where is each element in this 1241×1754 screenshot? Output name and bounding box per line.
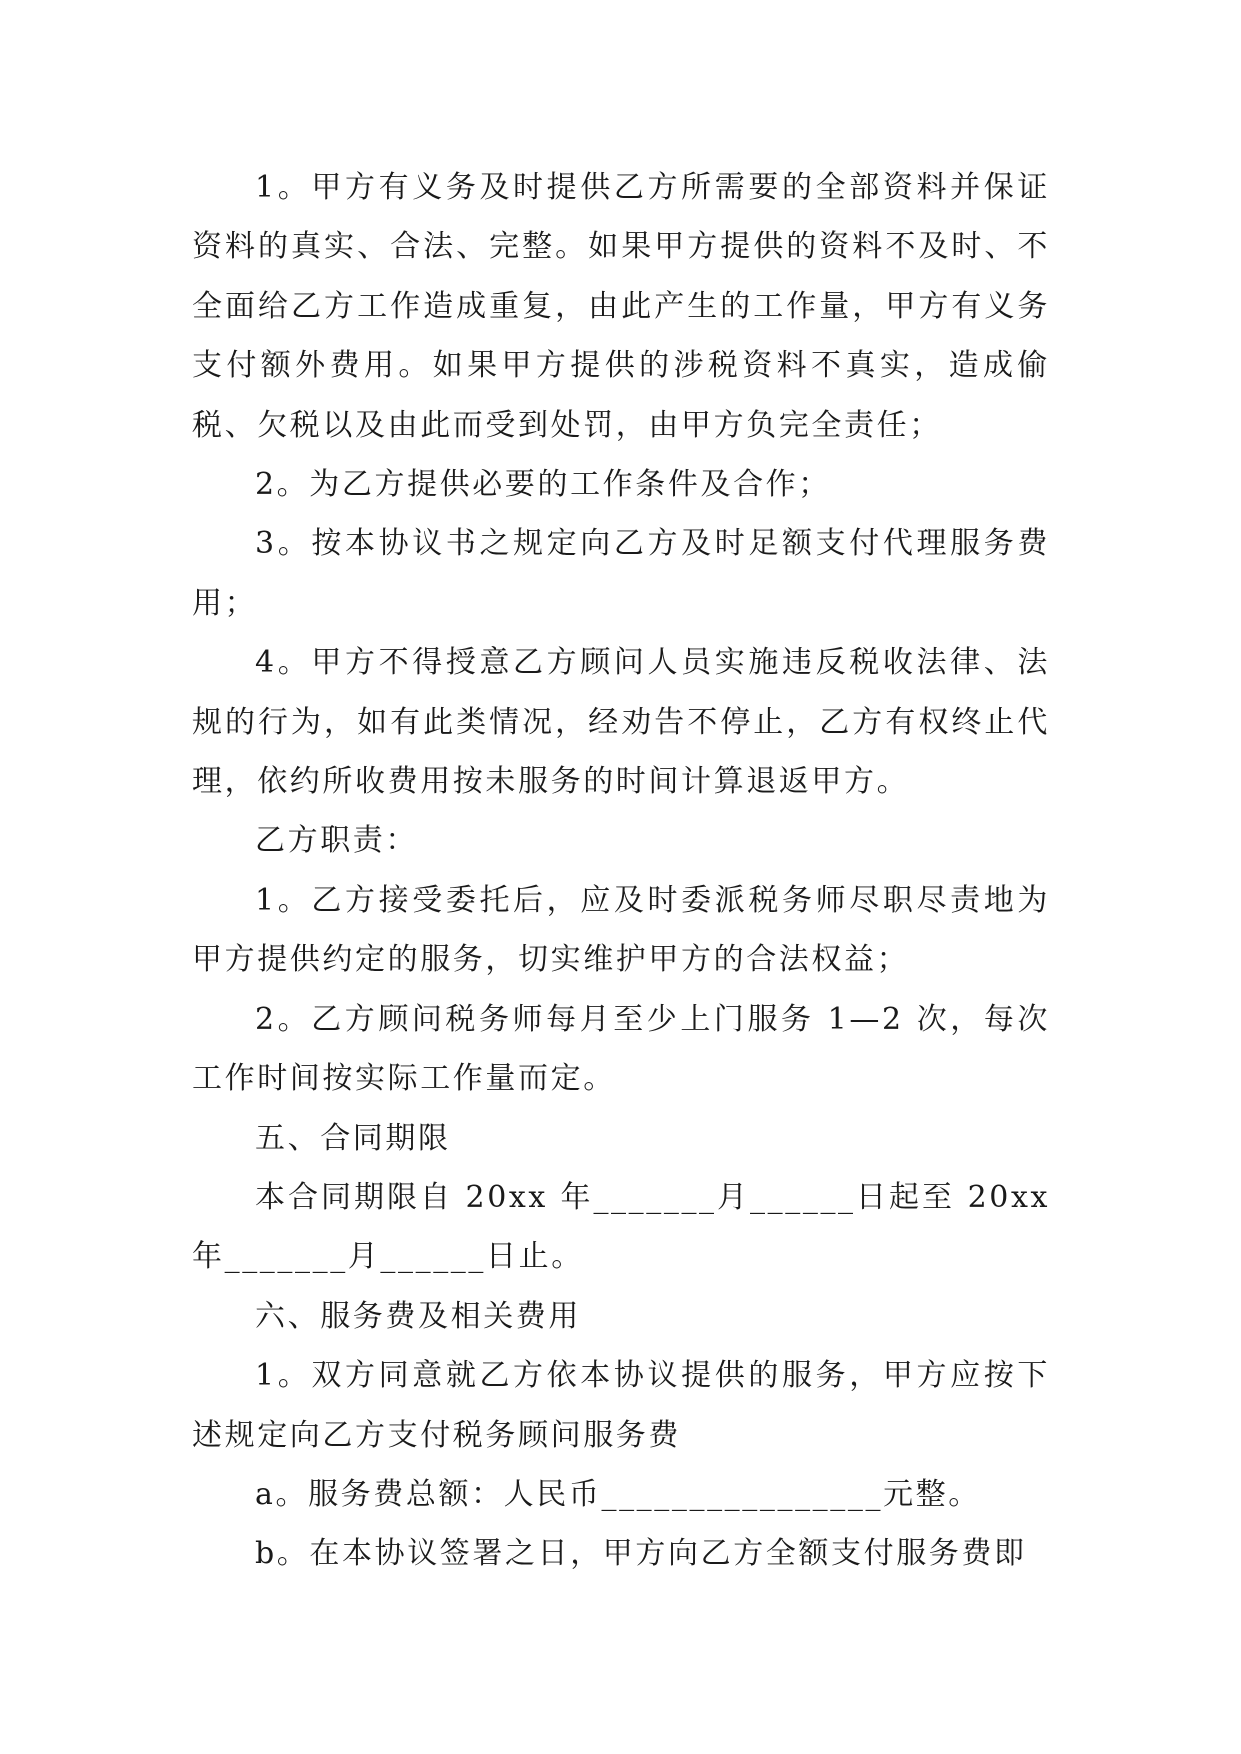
paragraph-party-b-duty-2: 2。乙方顾问税务师每月至少上门服务 1—2 次，每次工作时间按实际工作量而定。	[192, 1001, 1050, 1097]
paragraph-party-a-duty-2: 2。为乙方提供必要的工作条件及合作；	[255, 467, 831, 503]
heading-contract-term: 五、合同期限	[255, 1120, 451, 1156]
paragraph-party-b-duty-1: 1。乙方接受委托后，应及时委派税务师尽职尽责地为甲方提供约定的服务，切实维护甲方的合法权益；	[192, 882, 1050, 978]
paragraph-party-a-duty-1: 1。甲方有义务及时提供乙方所需要的全部资料并保证资料的真实、合法、完整。如果甲方提供的资料不及时、不全面给乙方工作造成重复，由此产生的工作量，甲方有义务支付额外费用。如果甲方提供的涉税资料不真实，造成偷税、欠税以及由此而受到处罚，由甲方负完全责任；	[192, 170, 1050, 443]
paragraph-party-a-duty-3: 3。按本协议书之规定向乙方及时足额支付代理服务费用；	[192, 526, 1050, 621]
paragraph-fee-b: b。在本协议签署之日，甲方向乙方全额支付服务费即	[255, 1536, 1027, 1572]
paragraph-party-a-duty-4: 4。甲方不得授意乙方顾问人员实施违反税收法律、法规的行为，如有此类情况，经劝告不停止，乙方有权终止代理，依约所收费用按未服务的时间计算退返甲方。	[192, 645, 1050, 800]
paragraph-fee-1: 1。双方同意就乙方依本协议提供的服务，甲方应按下述规定向乙方支付税务顾问服务费	[192, 1358, 1050, 1453]
heading-party-b-duties: 乙方职责：	[255, 823, 418, 859]
paragraph-contract-term: 本合同期限自 20xx 年_______月______日起至 20xx 年_______月______日止。	[192, 1179, 1050, 1275]
document-body	[192, 158, 1050, 1584]
heading-service-fees: 六、服务费及相关费用	[255, 1298, 581, 1334]
paragraph-fee-a: a。服务费总额：人民币________________元整。	[255, 1476, 981, 1512]
